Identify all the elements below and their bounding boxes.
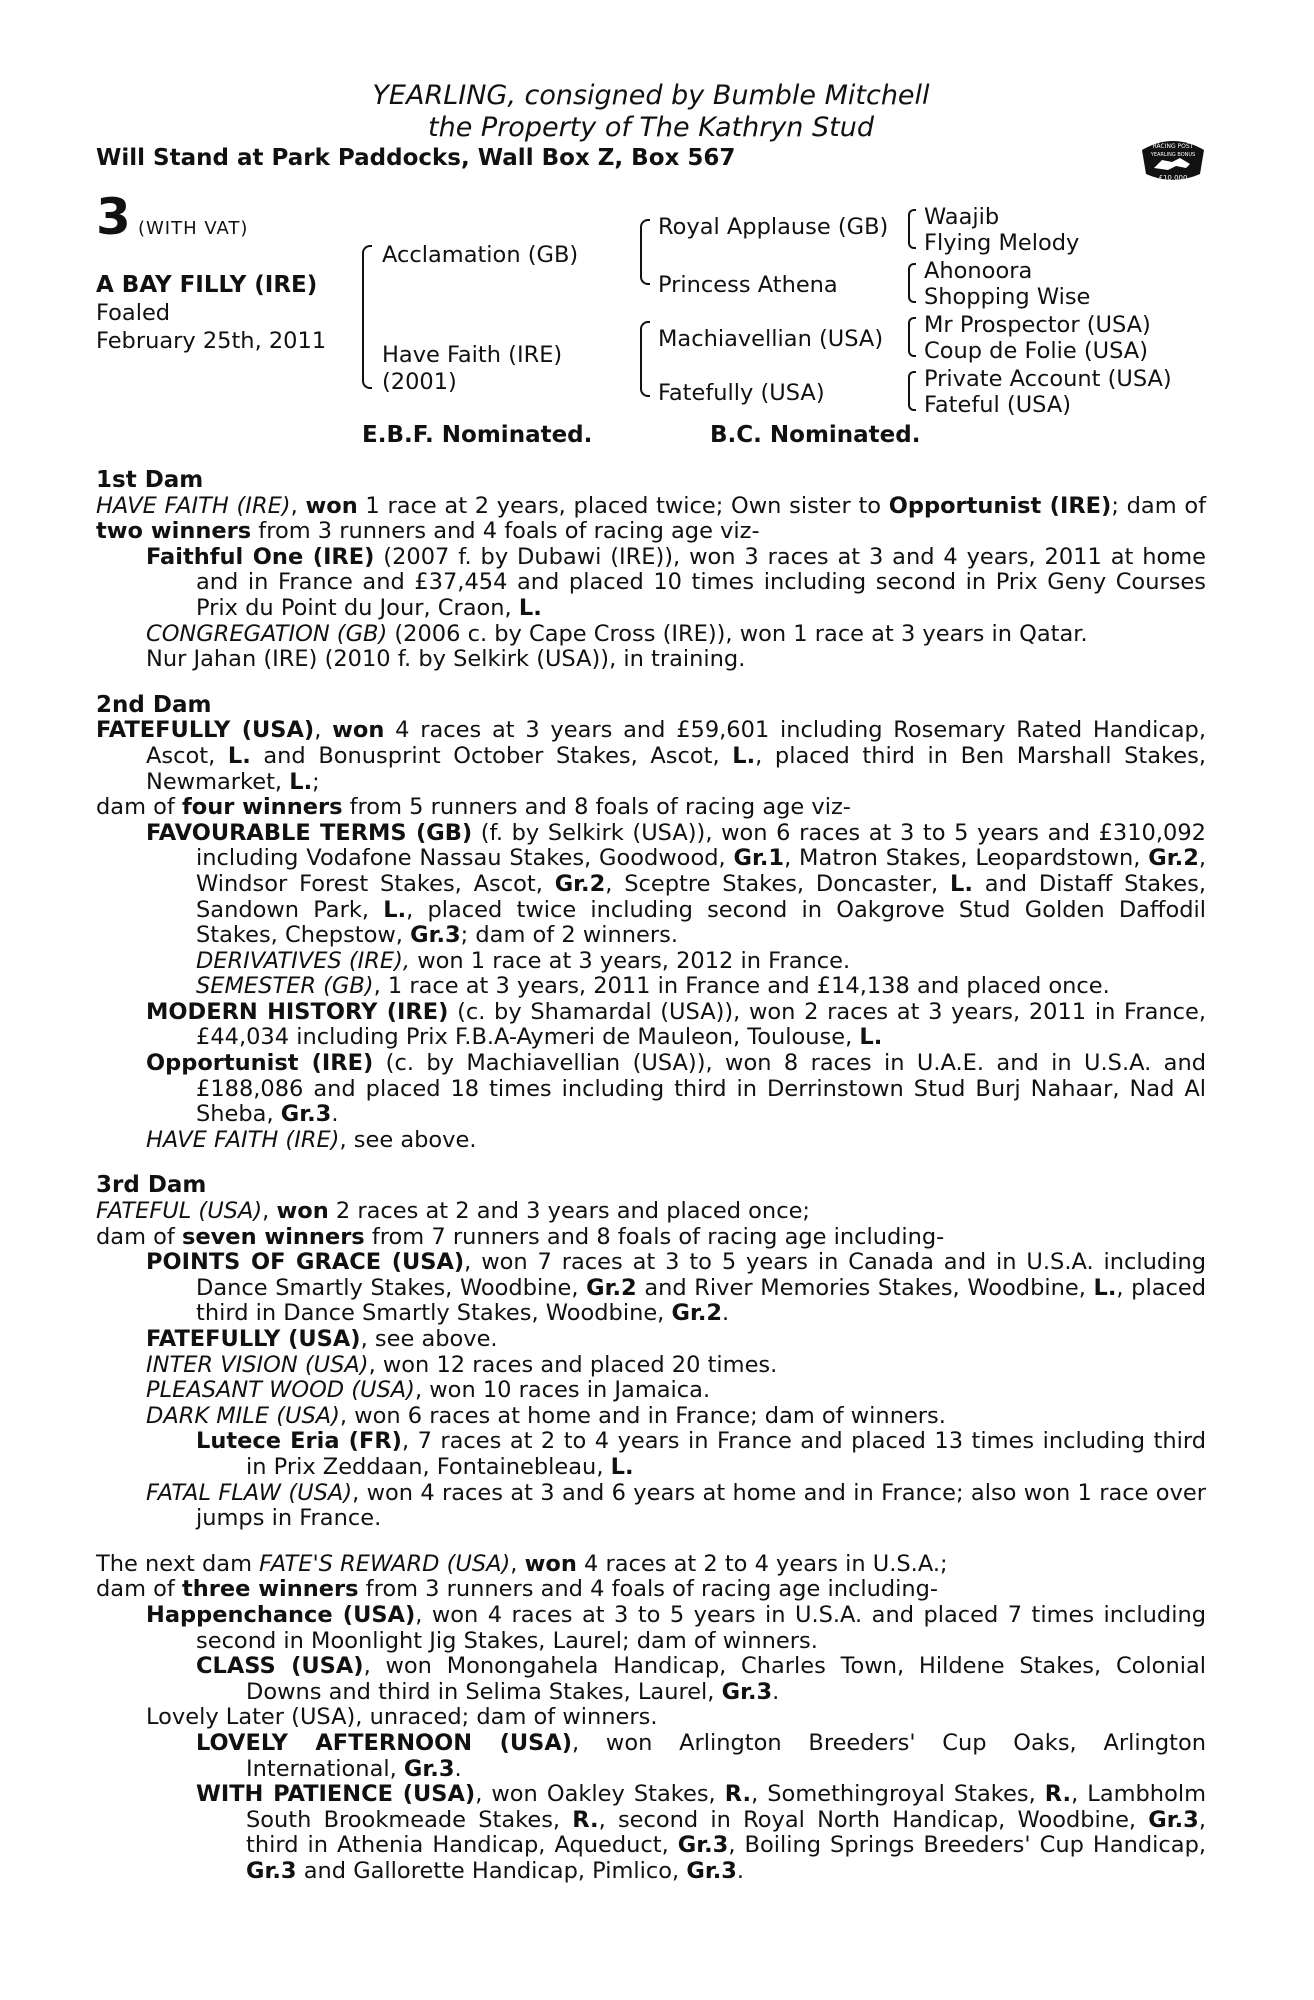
progeny-entry: HAVE FAITH (IRE), see above. (146, 1126, 477, 1153)
progeny-entry: POINTS OF GRACE (USA), won 7 races at 3 to 5 years in Canada and in U.S.A. including Dance Smartly Stakes, Woodbine, Gr.2 and River Memories Stakes, Woodbine, L., placed third in Dance Smartly Stakes, Woodbine, Gr.2. (146, 1249, 1206, 1327)
foaled-label: Foaled (96, 300, 171, 326)
dam-sire-dam: Coup de Folie (USA) (924, 338, 1148, 364)
section-heading: 2nd Dam (96, 691, 212, 718)
svg-text:RACING POST: RACING POST (1152, 143, 1194, 150)
catalogue-text (96, 468, 1206, 1884)
progeny-entry: Faithful One (IRE) (2007 f. by Dubawi (IRE)), won 3 races at 3 and 4 years, 2011 at home and in France and £37,454 and placed 10 times including second in Prix Geny Courses Prix du Point du Jour, Craon, L. (146, 543, 1206, 621)
next-dam-produce: dam of three winners from 3 runners and 4 foals of racing age including- (96, 1576, 939, 1603)
progeny-entry: INTER VISION (USA), won 12 races and placed 20 times. (146, 1351, 778, 1378)
progeny-entry: DERIVATIVES (IRE), won 1 race at 3 years, 2012 in France. (196, 947, 851, 974)
section-heading: 1st Dam (96, 467, 204, 493)
pedigree-brace (362, 245, 372, 389)
dam1-record: HAVE FAITH (IRE), won 1 race at 2 years, placed twice; Own sister to Opportunist (IRE); dam of two winners from 3 runners and 4 foals of racing age viz- (96, 492, 1207, 545)
progeny-entry: DARK MILE (USA), won 6 races at home and in France; dam of winners. (146, 1402, 946, 1429)
stand-location: Will Stand at Park Paddocks, Wall Box Z, Box 567 (96, 145, 736, 171)
pedigree-block (96, 188, 1246, 455)
lot-vat: (WITH VAT) (137, 218, 249, 239)
sire-dam: Princess Athena (658, 272, 838, 298)
pedigree-brace (908, 371, 916, 411)
pedigree-brace (640, 219, 650, 285)
foaled-date: February 25th, 2011 (96, 328, 327, 354)
dam3-produce: dam of seven winners from 7 runners and 8 foals of racing age including- (96, 1223, 945, 1250)
progeny-entry: Lutece Eria (FR), 7 races at 2 to 4 years in France and placed 13 times including third in Prix Zeddaan, Fontainebleau, L. (196, 1428, 1207, 1480)
sire-sire: Royal Applause (GB) (658, 214, 889, 240)
dam2-produce: dam of four winners from 5 runners and 8 foals of racing age viz- (96, 794, 851, 821)
dam-year: (2001) (382, 369, 457, 395)
sire-sire-dam: Flying Melody (924, 230, 1080, 256)
page (96, 80, 1206, 171)
pedigree-brace (908, 209, 916, 249)
progeny-entry: CLASS (USA), won Monongahela Handicap, Charles Town, Hildene Stakes, Colonial Downs and third in Selima Stakes, Laurel, Gr.3. (196, 1653, 1206, 1705)
progeny-entry: CONGREGATION (GB) (2006 c. by Cape Cross (IRE)), won 1 race at 3 years in Qatar. (146, 620, 1088, 647)
racing-post-bonus-icon (1140, 128, 1206, 186)
progeny-entry: FAVOURABLE TERMS (GB) (f. by Selkirk (USA)), won 6 races at 3 to 5 years and £310,092 including Vodafone Nassau Stakes, Goodwood, Gr.1, Matron Stakes, Leopardstown, Gr.2, Windsor Forest Stakes, Ascot, Gr.2, Sceptre Stakes, Doncaster, L. and Distaff Stakes, Sandown Park, L., placed twice including second in Oakgrove Stud Golden Daffodil Stakes, Chepstow, Gr.3; dam of 2 winners. (146, 819, 1207, 949)
progeny-entry: MODERN HISTORY (IRE) (c. by Shamardal (USA)), won 2 races at 3 years, 2011 in France, £44,034 including Prix F.B.A-Aymeri de Mauleon, Toulouse, L. (146, 998, 1206, 1051)
dam3-record: FATEFUL (USA), won 2 races at 2 and 3 years and placed once; (96, 1198, 810, 1225)
progeny-entry: Lovely Later (USA), unraced; dam of winners. (146, 1704, 658, 1731)
ebf-nominated: E.B.F. Nominated. (362, 422, 593, 448)
property-line: the Property of The Kathryn Stud (428, 112, 874, 143)
progeny-entry: Nur Jahan (IRE) (2010 f. by Selkirk (USA)), in training. (146, 646, 746, 673)
progeny-entry: FATEFULLY (USA), see above. (146, 1326, 498, 1352)
pedigree-brace (908, 317, 916, 357)
progeny-entry: LOVELY AFTERNOON (USA), won Arlington Breeders' Cup Oaks, Arlington International, Gr.3. (196, 1729, 1206, 1782)
progeny-entry: Happenchance (USA), won 4 races at 3 to 5 years in U.S.A. and placed 7 times including second in Moonlight Jig Stakes, Laurel; dam of winners. (146, 1601, 1206, 1654)
dam-sire-sire: Mr Prospector (USA) (924, 312, 1151, 338)
sire-dam-sire: Ahonoora (924, 258, 1033, 284)
dam-dam-sire: Private Account (USA) (924, 366, 1172, 392)
consignor-line: YEARLING, consigned by Bumble Mitchell (372, 80, 930, 111)
section-heading: 3rd Dam (96, 1172, 207, 1199)
pedigree-brace (908, 263, 916, 303)
dam-sire: Machiavellian (USA) (658, 326, 884, 352)
dam-dam: Fatefully (USA) (658, 380, 825, 406)
bc-nominated: B.C. Nominated. (710, 422, 921, 448)
lot-number: 3 (96, 188, 131, 246)
progeny-entry: SEMESTER (GB), 1 race at 3 years, 2011 in France and £14,138 and placed once. (196, 973, 1110, 1000)
dam: Have Faith (IRE) (382, 342, 563, 368)
progeny-entry: Opportunist (IRE) (c. by Machiavellian (USA)), won 8 races in U.A.E. and in U.S.A. and £188,086 and placed 18 times including third in Derrinstown Stud Burj Nahaar, Nad Al Sheba, Gr.3. (146, 1050, 1206, 1128)
lot-title: A BAY FILLY (IRE) (96, 272, 318, 298)
sire-dam-dam: Shopping Wise (924, 284, 1091, 310)
svg-text:£10,000: £10,000 (1158, 174, 1188, 182)
sire-sire-sire: Waajib (924, 204, 1000, 230)
sire: Acclamation (GB) (382, 242, 579, 268)
progeny-entry: WITH PATIENCE (USA), won Oakley Stakes, R., Somethingroyal Stakes, R., Lambholm South Brookmeade Stakes, R., second in Royal North Handicap, Woodbine, Gr.3, third in Athenia Handicap, Aqueduct, Gr.3, Boiling Springs Breeders' Cup Handicap, Gr.3 and Gallorette Handicap, Pimlico, Gr.3. (196, 1781, 1207, 1884)
dam2-record: FATEFULLY (USA), won 4 races at 3 years and £59,601 including Rosemary Rated Handicap, Ascot, L. and Bonusprint October Stakes, Ascot, L., placed third in Ben Marshall Stakes, Newmarket, L.; (96, 717, 1206, 795)
pedigree-brace (640, 321, 650, 397)
progeny-entry: FATAL FLAW (USA), won 4 races at 3 and 6 years at home and in France; also won 1 race over jumps in France. (146, 1479, 1206, 1532)
svg-text:YEARLING BONUS: YEARLING BONUS (1150, 152, 1196, 158)
progeny-entry: PLEASANT WOOD (USA), won 10 races in Jamaica. (146, 1377, 711, 1404)
dam-dam-dam: Fateful (USA) (924, 392, 1072, 418)
next-dam-record: The next dam FATE'S REWARD (USA), won 4 races at 2 to 4 years in U.S.A.; (96, 1550, 948, 1577)
